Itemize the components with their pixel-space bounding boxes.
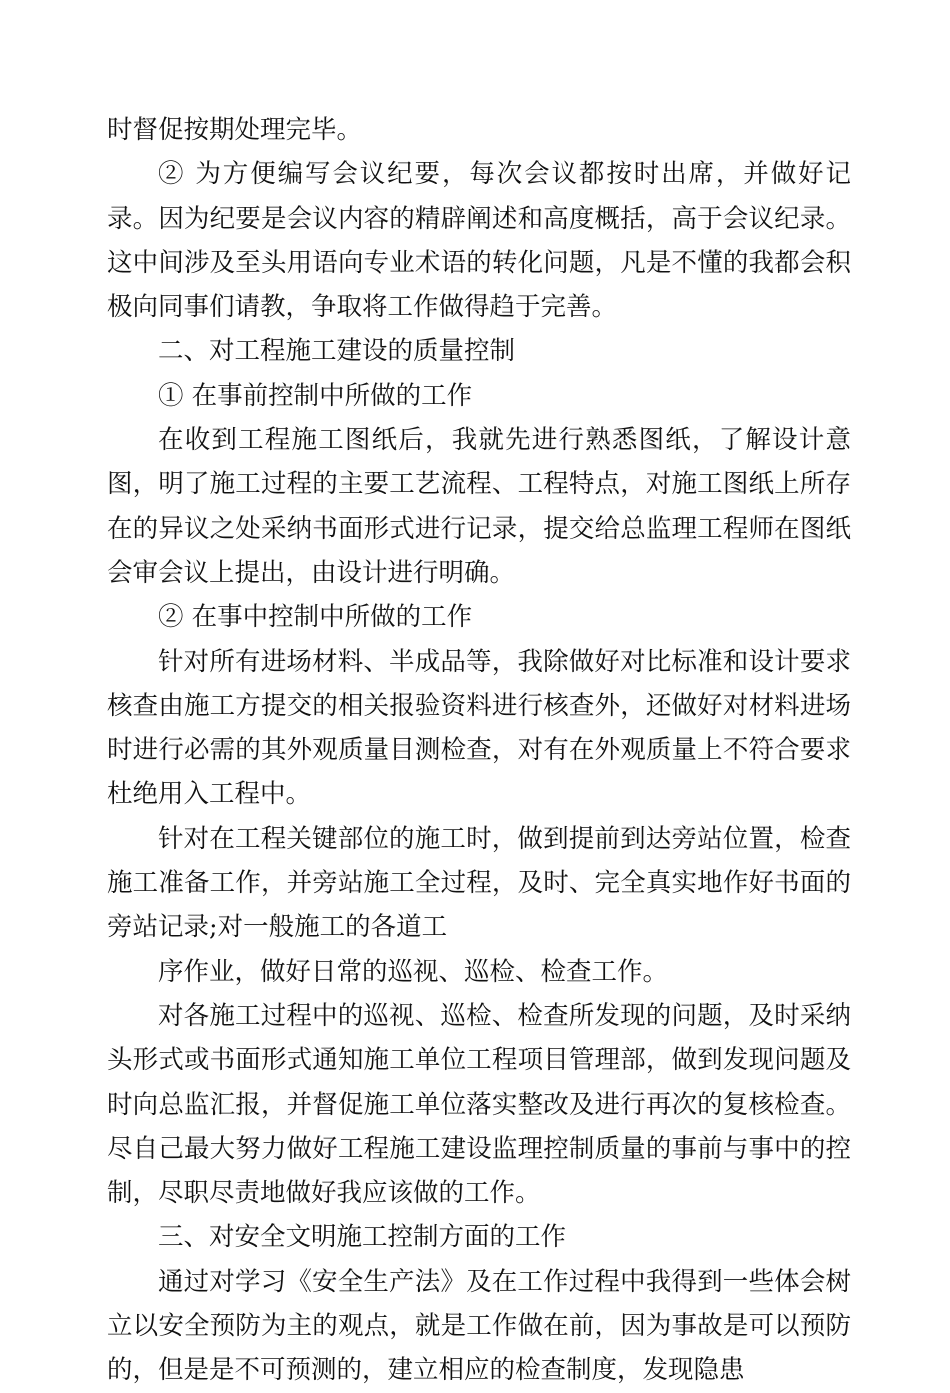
paragraph-material-inspection: 针对所有进场材料、半成品等，我除做好对比标准和设计要求核查由施工方提交的相关报验资料进行核查外，还做好对材料进场时进行必需的其外观质量目测检查，对有在外观质量上不符合要求杜绝用入工程中。: [107, 646, 851, 810]
paragraph-drawings-review: 在收到工程施工图纸后，我就先进行熟悉图纸，了解设计意图，明了施工过程的主要工艺流程、工程特点，对施工图纸上所存在的异议之处采纳书面形式进行记录，提交给总监理工程师在图纸会审会议上提出，由设计进行明确。: [107, 425, 851, 588]
section-heading-quality-control: 二、对工程施工建设的质量控制: [158, 336, 516, 367]
paragraph-key-position-supervision: 针对在工程关键部位的施工时，做到提前到达旁站位置，检查施工准备工作，并旁站施工全过程，及时、完全真实地作好书面的旁站记录;对一般施工的各道工: [107, 823, 851, 943]
paragraph-meeting-minutes: ② 为方便编写会议纪要，每次会议都按时出席，并做好记录。因为纪要是会议内容的精辟阐述和高度概括，高于会议纪录。这中间涉及至头用语向专业术语的转化问题，凡是不懂的我都会积极向同事们请教，争取将工作做得趋于完善。: [107, 159, 851, 323]
paragraph-safety-law: 通过对学习《安全生产法》及在工作过程中我得到一些体会树立以安全预防为主的观点，就是工作做在前，因为事故是可以预防的，但是是不可预测的，建立相应的检查制度，发现隐患: [107, 1266, 851, 1386]
paragraph-routine-inspection: 序作业，做好日常的巡视、巡检、检查工作。: [158, 956, 669, 987]
paragraph-continuation: 时督促按期处理完毕。: [107, 115, 363, 145]
document-body: [107, 108, 851, 1393]
paragraph-issue-reporting: 对各施工过程中的巡视、巡检、检查所发现的问题，及时采纳头形式或书面形式通知施工单位工程项目管理部，做到发现问题及时向总监汇报，并督促施工单位落实整改及进行再次的复核检查。尽自己最大努力做好工程施工建设监理控制质量的事前与事中的控制，尽职尽责地做好我应该做的工作。: [107, 1000, 851, 1209]
section-heading-safety-control: 三、对安全文明施工控制方面的工作: [158, 1222, 567, 1253]
subheading-pre-control: ① 在事前控制中所做的工作: [158, 380, 473, 411]
subheading-in-process-control: ② 在事中控制中所做的工作: [158, 602, 473, 633]
